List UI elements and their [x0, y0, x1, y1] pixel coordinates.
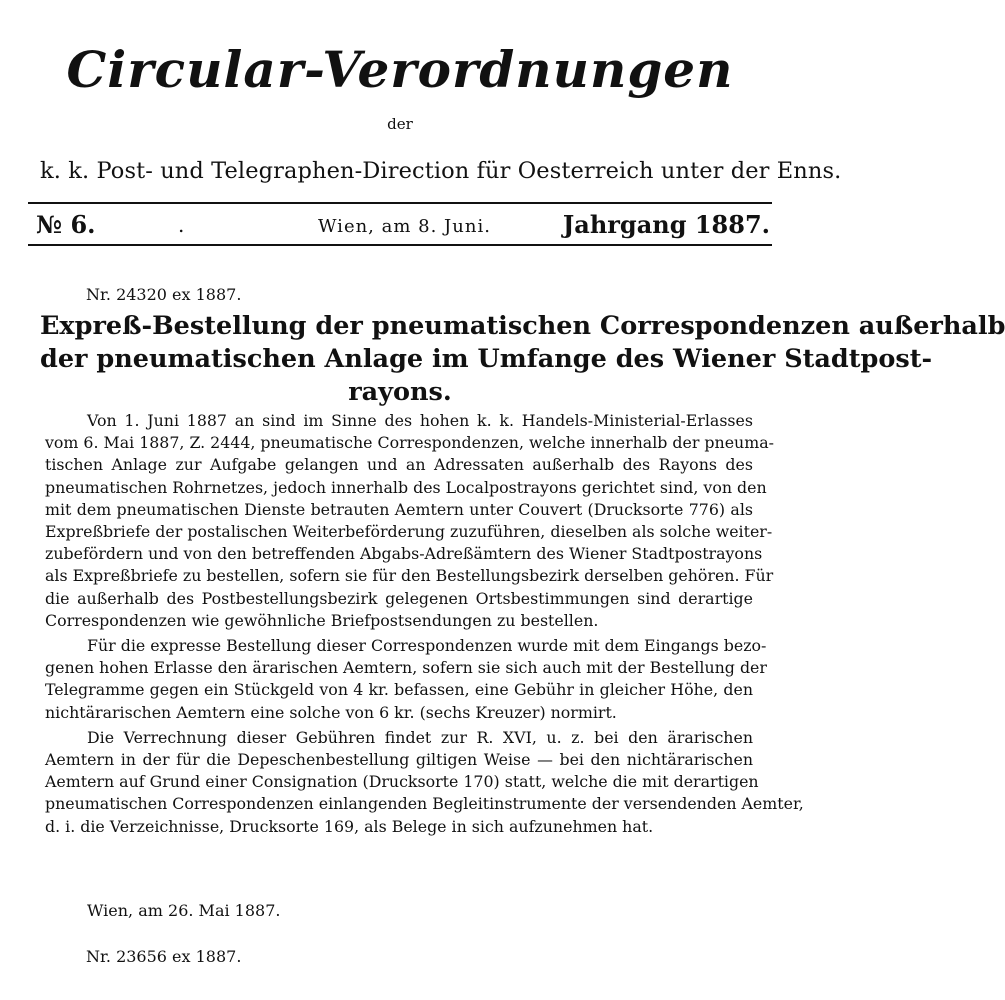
article-reference: Nr. 24320 ex 1887.: [86, 285, 242, 304]
text-line: Telegramme gegen ein Stückgeld von 4 kr. befassen, eine Gebühr in gleicher Höhe, den: [45, 680, 753, 700]
text-line: Aemtern auf Grund einer Consignation (Drucksorte 170) statt, welche die mit derartigen: [45, 772, 759, 792]
text-line: die außerhalb des Postbestellungsbezirk gelegenen Ortsbestimmungen sind derartige: [45, 588, 753, 608]
masthead-der: der: [387, 115, 413, 133]
issue-row: [28, 209, 772, 241]
heading-line: der pneumatischen Anlage im Umfange des Wiener Stadtpost-: [40, 344, 933, 374]
issue-separator: .: [178, 213, 185, 237]
text-line: Correspondenzen wie gewöhnliche Briefpostsendungen zu bestellen.: [45, 610, 599, 630]
signoff: Wien, am 26. Mai 1887.: [87, 901, 281, 920]
heading-line: rayons.: [348, 377, 452, 407]
text-line: pneumatischen Rohrnetzes, jedoch innerhalb des Localpostrayons gerichtet sind, von den: [45, 477, 767, 497]
paragraph-1: [45, 410, 774, 632]
masthead-title: Circular-Verordnungen: [66, 40, 734, 99]
bottom-rule: [28, 244, 772, 246]
issue-place-date: Wien, am 8. Juni.: [318, 216, 491, 237]
text-line: nichtärarischen Aemtern eine solche von 6 kr. (sechs Kreuzer) normirt.: [45, 702, 617, 722]
paragraph-3: [45, 727, 804, 838]
text-line: pneumatischen Correspondenzen einlangenden Begleitinstrumente der versendenden Aemter,: [45, 794, 804, 814]
text-line: Expreßbriefe der postalischen Weiterbeförderung zuzuführen, dieselben als solche weiter-: [45, 522, 773, 542]
text-line: Aemtern in der für die Depeschenbestellung giltigen Weise — bei den nichtärarischen: [45, 750, 753, 770]
text-line: Für die expresse Bestellung dieser Correspondenzen wurde mit dem Eingangs bezo-: [87, 636, 767, 656]
text-line: mit dem pneumatischen Dienste betrauten Aemtern unter Couvert (Drucksorte 776) als: [45, 499, 753, 519]
issue-number: № 6.: [36, 210, 96, 239]
text-line: d. i. die Verzeichnisse, Drucksorte 169, als Belege in sich aufzunehmen hat.: [45, 816, 654, 836]
next-reference: Nr. 23656 ex 1887.: [86, 947, 242, 966]
top-rule: [28, 202, 772, 204]
heading-line: Expreß-Bestellung der pneumatischen Correspondenzen außerhalb: [40, 311, 1005, 341]
article-heading: [40, 310, 1005, 409]
masthead-authority: k. k. Post- und Telegraphen-Direction für Oesterreich unter der Enns.: [40, 158, 842, 184]
text-line: vom 6. Mai 1887, Z. 2444, pneumatische Correspondenzen, welche innerhalb der pneuma-: [45, 433, 774, 453]
text-line: Die Verrechnung dieser Gebühren findet zur R. XVI, u. z. bei den ärarischen: [87, 727, 753, 747]
article-body: [45, 410, 804, 841]
issue-year: Jahrgang 1887.: [562, 210, 770, 239]
text-line: als Expreßbriefe zu bestellen, sofern sie für den Bestellungsbezirk derselben gehören. Für: [45, 566, 774, 586]
text-line: zubefördern und von den betreffenden Abgabs-Adreßämtern des Wiener Stadtpostrayons: [45, 544, 763, 564]
text-line: Von 1. Juni 1887 an sind im Sinne des hohen k. k. Handels-Ministerial-Erlasses: [87, 411, 753, 430]
text-line: tischen Anlage zur Aufgabe gelangen und an Adressaten außerhalb des Rayons des: [45, 455, 753, 475]
text-line: genen hohen Erlasse den ärarischen Aemtern, sofern sie sich auch mit der Bestellung der: [45, 658, 767, 678]
paragraph-2: [45, 635, 767, 724]
